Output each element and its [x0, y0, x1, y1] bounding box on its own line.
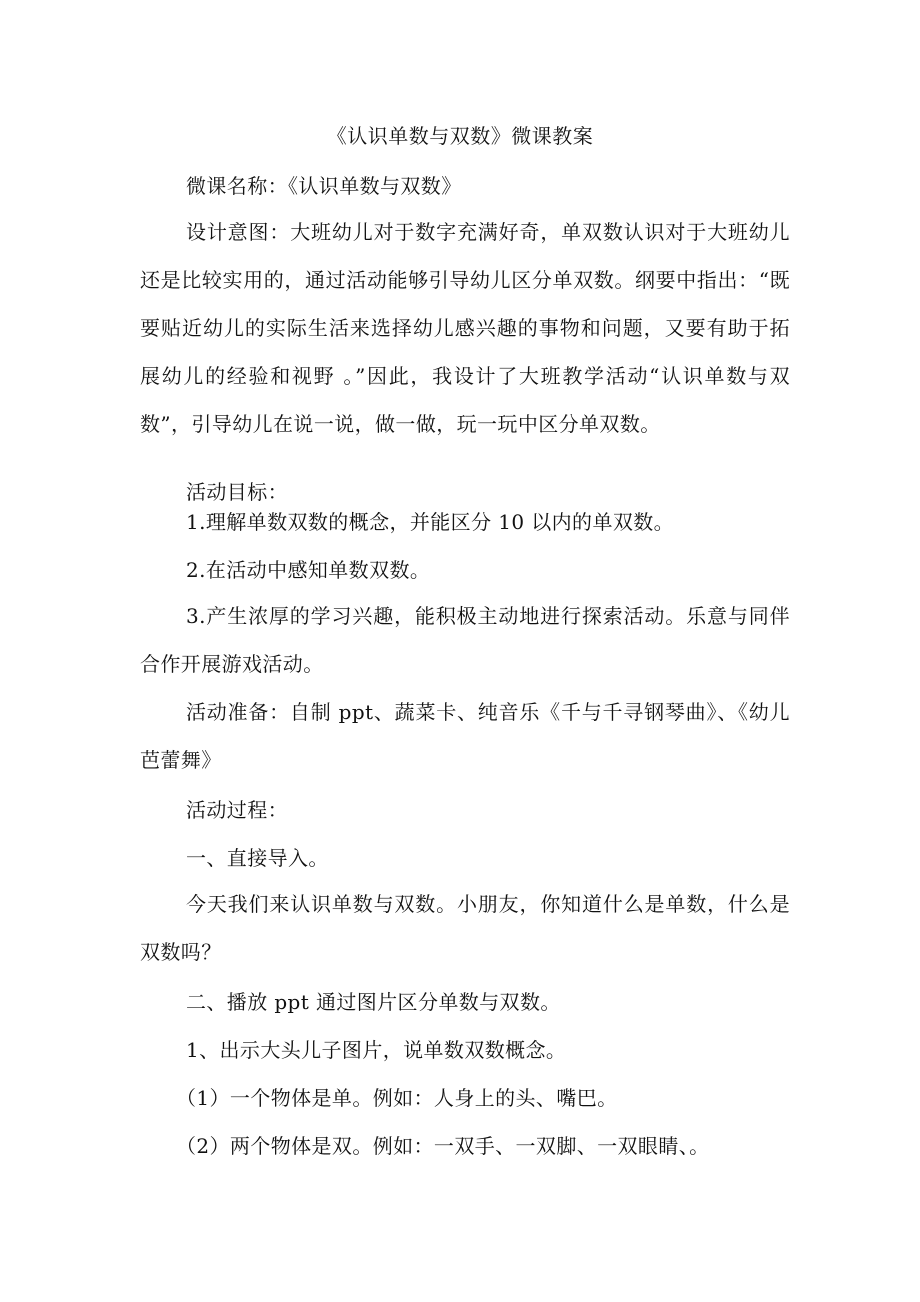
design-intent-paragraph: 设计意图：大班幼儿对于数字充满好奇，单双数认识对于大班幼儿还是比较实用的，通过活动能够引导幼儿区分单双数。纲要中指出：“既要贴近幼儿的实际生活来选择幼儿感兴趣的事物和问题，又要有助于拓展幼儿的经验和视野 。”因此，我设计了大班教学活动“认识单数与双数”，引导幼儿在说一说，做一做，玩一玩中区分单双数。 — [140, 220, 790, 436]
step-1-heading: 一、直接导入。 — [186, 846, 329, 870]
step-2-1-item: 1、出示大头儿子图片，说单数双数概念。 — [186, 1038, 567, 1062]
document-title: 《认识单数与双数》微课教案 — [326, 124, 594, 148]
step-1-text: 今天我们来认识单数与双数。小朋友，你知道什么是单数，什么是双数吗？ — [140, 892, 790, 964]
goal-item-3: 3.产生浓厚的学习兴趣，能积极主动地进行探索活动。乐意与同伴合作开展游戏活动。 — [140, 604, 790, 676]
example-item-2: （2）两个物体是双。例如：一双手、一双脚、一双眼睛、。 — [176, 1134, 710, 1158]
step-2-heading: 二、播放 ppt 通过图片区分单数与双数。 — [186, 990, 561, 1014]
goal-item-2: 2.在活动中感知单数双数。 — [186, 558, 431, 582]
goal-item-1: 1.理解单数双数的概念，并能区分 10 以内的单双数。 — [186, 510, 675, 534]
process-heading: 活动过程： — [186, 798, 288, 822]
example-item-1: （1）一个物体是单。例如：人身上的头、嘴巴。 — [176, 1086, 618, 1110]
goals-heading: 活动目标： — [186, 480, 288, 504]
course-name: 微课名称：《认识单数与双数》 — [186, 174, 462, 198]
preparation-paragraph: 活动准备：自制 ppt、蔬菜卡、纯音乐《千与千寻钢琴曲》、《幼儿芭蕾舞》 — [140, 700, 790, 772]
